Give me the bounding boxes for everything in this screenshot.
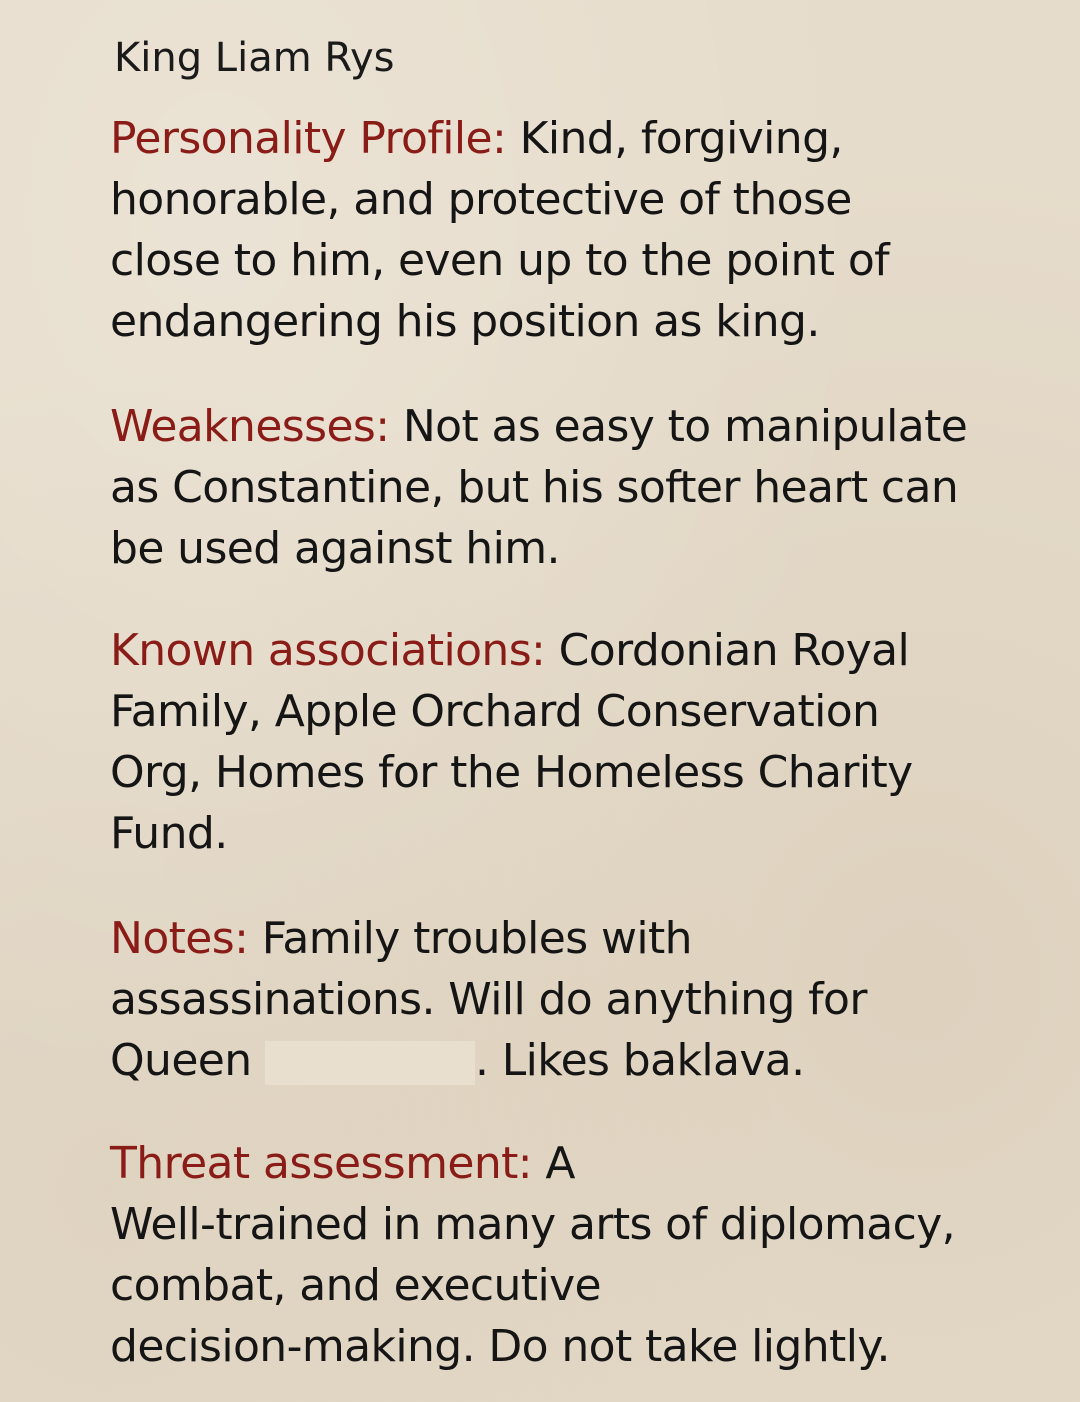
associations-line-1 (110, 620, 990, 681)
associations-text-4: Fund. (110, 808, 228, 859)
weaknesses-text-3: be used against him. (110, 523, 560, 574)
threat-text-1: A (545, 1138, 575, 1189)
notes-text-3-before: Queen (110, 1035, 252, 1086)
personality-text-4: endangering his position as king. (110, 296, 820, 347)
page-title: King Liam Rys (114, 35, 395, 81)
threat-line-1 (110, 1133, 990, 1194)
notes-text-1: Family troubles with (261, 913, 692, 964)
redacted-name-block (265, 1041, 475, 1085)
notes-text-3-after: . Likes baklava. (474, 1035, 805, 1086)
associations-section (110, 620, 990, 864)
weaknesses-label: Weaknesses: (110, 401, 390, 452)
associations-label: Known associations: (110, 625, 546, 676)
weaknesses-section (110, 396, 990, 579)
personality-label: Personality Profile: (110, 113, 507, 164)
associations-text-3: Org, Homes for the Homeless Charity (110, 747, 913, 798)
threat-label: Threat assessment: (110, 1138, 532, 1189)
notes-line-1 (110, 908, 990, 969)
threat-text-4: decision-making. Do not take lightly. (110, 1321, 890, 1372)
notes-text-2: assassinations. Will do anything for (110, 974, 867, 1025)
personality-text-3: close to him, even up to the point of (110, 235, 890, 286)
associations-text-1: Cordonian Royal (558, 625, 910, 676)
weaknesses-line-1 (110, 396, 990, 457)
personality-line-1 (110, 108, 990, 169)
notes-label: Notes: (110, 913, 249, 964)
notes-section (110, 908, 990, 1091)
personality-section (110, 108, 990, 352)
personality-text-2: honorable, and protective of those (110, 174, 852, 225)
threat-text-3: combat, and executive (110, 1260, 601, 1311)
personality-text-1: Kind, forgiving, (519, 113, 843, 164)
weaknesses-text-2: as Constantine, but his softer heart can (110, 462, 959, 513)
weaknesses-text-1: Not as easy to manipulate (402, 401, 968, 452)
threat-text-2: Well-trained in many arts of diplomacy, (110, 1199, 956, 1250)
associations-text-2: Family, Apple Orchard Conservation (110, 686, 880, 737)
threat-section (110, 1133, 990, 1377)
notes-line-3 (110, 1030, 990, 1091)
